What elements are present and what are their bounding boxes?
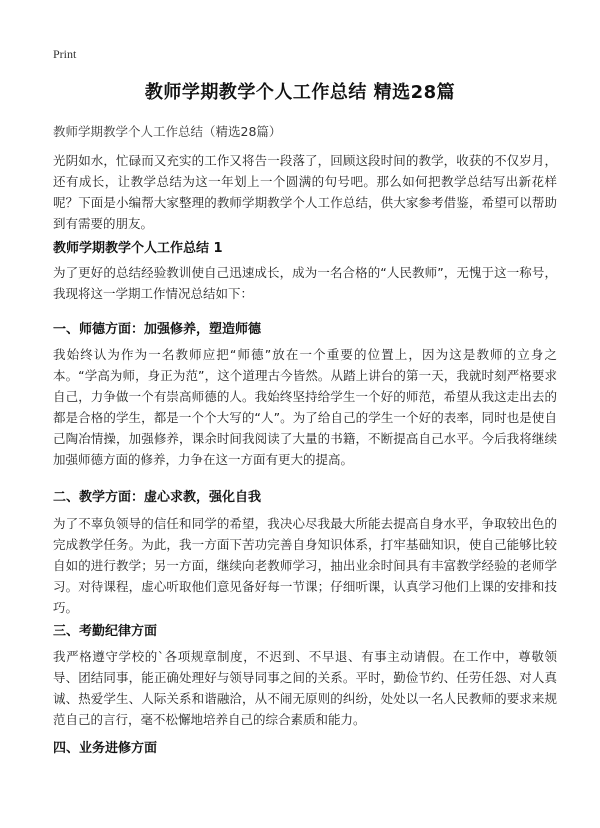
heading-ethics: 一、师德方面：加强修养，塑造师德: [53, 322, 262, 337]
teaching-paragraph: 为了不辜负领导的信任和同学的希望，我决心尽我最大所能去提高自身水平，争取较出色的完成教学任务。为此，我一方面下苦功完善自身知识体系，打牢基础知识，使自己能够比较自如的进行教学；另一方面，继续向老教师学习，抽出业余时间具有丰富教学经验的老师学习。对待课程，虚心听取他们意见备好每一节课；仔细听课，认真学习他们上课的安排和技巧。: [53, 516, 557, 615]
ethics-paragraph: 我始终认为作为一名教师应把“师德”放在一个重要的位置上，因为这是教师的立身之本。“学高为师，身正为范”，这个道理古今皆然。从踏上讲台的第一天，我就时刻严格要求自己，力争做一个有崇高师德的人。我始终坚持给学生一个好的师范，希望从我这走出去的都是合格的学生，都是一个个大写的“人”。为了给自己的学生一个好的表率，同时也是使自己陶冶情操，加强修养，课余时间我阅读了大量的书籍，不断提高自己水平。今后我将继续加强师德方面的修养，力争在这一方面有更大的提高。: [53, 347, 557, 467]
section-intro-paragraph: 为了更好的总结经验教训使自己迅速成长，成为一名合格的“人民教师”，无愧于这一称号，我现将这一学期工作情况总结如下：: [53, 265, 557, 301]
attendance-paragraph: 我严格遵守学校的`各项规章制度，不迟到、不早退、有事主动请假。在工作中，尊敬领导、团结同事，能正确处理好与领导同事之间的关系。平时，勤俭节约、任劳任怨、对人真诚、热爱学生、人际关系和谐融洽，从不闹无原则的纠纷，处处以一名人民教师的要求来规范自己的言行，毫不松懈地培养自己的综合素质和能力。: [53, 649, 557, 727]
section-title: 教师学期教学个人工作总结 1: [53, 241, 223, 256]
intro-paragraph: 光阴如水，忙碌而又充实的工作又将告一段落了，回顾这段时间的教学，收获的不仅岁月，还有成长，让教学总结为这一年划上一个圆满的句号吧。那么如何把教学总结写出新花样呢？下面是小编帮大家整理的教师学期教学个人工作总结，供大家参考借鉴，希望可以帮助到有需要的朋友。: [53, 153, 557, 231]
heading-study: 四、业务进修方面: [53, 741, 158, 756]
heading-attendance: 三、考勤纪律方面: [53, 624, 158, 639]
page-title: 教师学期教学个人工作总结 精选28篇: [144, 82, 456, 103]
heading-teaching: 二、教学方面：虚心求教，强化自我: [53, 490, 262, 505]
print-link[interactable]: Print: [53, 47, 77, 61]
subtitle: 教师学期教学个人工作总结（精选28篇）: [53, 124, 282, 139]
